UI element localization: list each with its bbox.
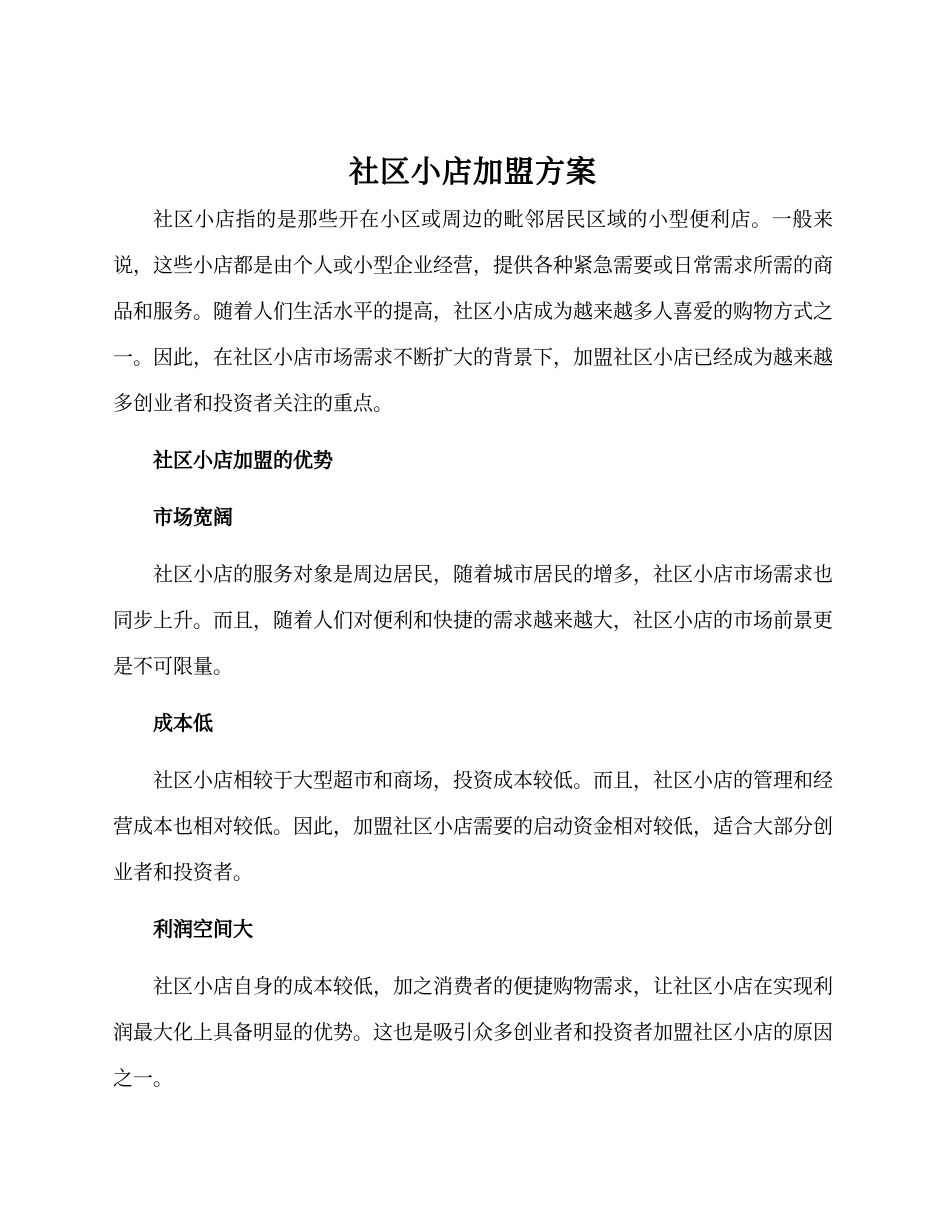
subsection-text-cost: 社区小店相较于大型超市和商场，投资成本较低。而且，社区小店的管理和经营成本也相对较低。因此，加盟社区小店需要的启动资金相对较低，适合大部分创业者和投资者。 — [113, 768, 833, 884]
spacer — [113, 483, 833, 494]
spacer — [113, 689, 833, 700]
subsection-heading-profit: 利润空间大 — [153, 917, 253, 941]
document-page — [113, 150, 833, 1101]
subsection-heading-market: 市场宽阔 — [153, 505, 233, 529]
subsection-text-market: 社区小店的服务对象是周边居民，随着城市居民的增多，社区小店市场需求也同步上升。而且，随着人们对便利和快捷的需求越来越大，社区小店的市场前景更是不可限量。 — [113, 562, 833, 678]
spacer — [113, 540, 833, 551]
spacer — [113, 895, 833, 906]
spacer — [113, 746, 833, 757]
section-heading: 社区小店加盟的优势 — [153, 448, 333, 472]
subsection-text-profit: 社区小店自身的成本较低，加之消费者的便捷购物需求，让社区小店在实现利润最大化上具备明显的优势。这也是吸引众多创业者和投资者加盟社区小店的原因之一。 — [113, 974, 833, 1090]
subsection-heading-cost: 成本低 — [153, 711, 213, 735]
document-title: 社区小店加盟方案 — [349, 155, 597, 190]
spacer — [113, 952, 833, 963]
spacer — [113, 426, 833, 437]
intro-paragraph: 社区小店指的是那些开在小区或周边的毗邻居民区域的小型便利店。一般来说，这些小店都是由个人或小型企业经营，提供各种紧急需要或日常需求所需的商品和服务。随着人们生活水平的提高，社区小店成为越来越多人喜爱的购物方式之一。因此，在社区小店市场需求不断扩大的背景下，加盟社区小店已经成为越来越多创业者和投资者关注的重点。 — [113, 207, 833, 415]
